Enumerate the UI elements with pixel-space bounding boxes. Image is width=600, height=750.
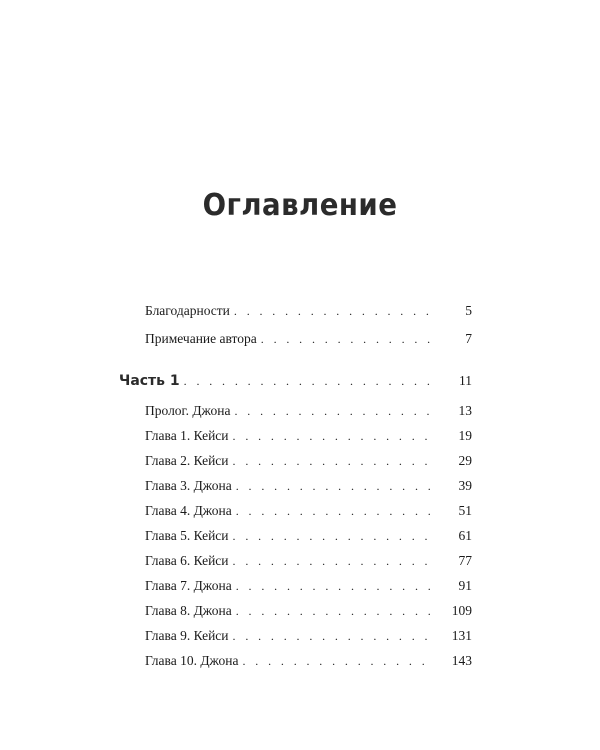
leader-dots bbox=[233, 454, 435, 469]
toc-entry-label: Глава 4. Джона bbox=[145, 503, 232, 518]
toc-entry-page: 131 bbox=[451, 628, 472, 643]
toc-entry-page: 13 bbox=[458, 403, 472, 418]
toc-entry-label: Пролог. Джона bbox=[145, 403, 231, 418]
toc-entry-chapter bbox=[145, 478, 435, 498]
toc-entry-page: 11 bbox=[459, 373, 472, 388]
toc-entry-chapter bbox=[145, 553, 435, 573]
toc-entry-page: 5 bbox=[465, 303, 472, 318]
toc-entry-chapter bbox=[145, 453, 435, 473]
toc-entry-chapter bbox=[145, 428, 435, 448]
toc-entry-page: 39 bbox=[458, 478, 472, 493]
leader-dots bbox=[233, 629, 435, 644]
toc-entry-label: Глава 5. Кейси bbox=[145, 528, 229, 543]
toc-entry-label: Глава 10. Джона bbox=[145, 653, 239, 668]
toc-entry-page: 51 bbox=[458, 503, 472, 518]
toc-entry-label: Глава 6. Кейси bbox=[145, 553, 229, 568]
leader-dots bbox=[234, 304, 435, 319]
toc-entry-chapter bbox=[145, 528, 435, 548]
part-label: Часть 1 bbox=[119, 373, 180, 389]
toc-entry-page: 19 bbox=[458, 428, 472, 443]
toc-entry-page: 61 bbox=[458, 528, 472, 543]
toc-entry-chapter bbox=[145, 653, 435, 673]
leader-dots bbox=[243, 654, 436, 669]
leader-dots bbox=[236, 504, 435, 519]
leader-dots bbox=[236, 579, 435, 594]
leader-dots bbox=[233, 554, 435, 569]
toc-entry-chapter bbox=[145, 603, 435, 623]
toc-entry-chapter bbox=[145, 403, 435, 423]
toc-entry-page: 7 bbox=[465, 331, 472, 346]
leader-dots bbox=[233, 529, 435, 544]
leader-dots bbox=[235, 404, 436, 419]
toc-entry-page: 109 bbox=[451, 603, 472, 618]
leader-dots bbox=[184, 374, 435, 389]
toc-entry-acknowledgements bbox=[145, 303, 435, 323]
toc-entry-page: 29 bbox=[458, 453, 472, 468]
toc-entry-label: Глава 3. Джона bbox=[145, 478, 232, 493]
leader-dots bbox=[261, 332, 435, 347]
toc-entry-chapter bbox=[145, 628, 435, 648]
toc-entry-chapter bbox=[145, 578, 435, 598]
toc-entry-page: 143 bbox=[451, 653, 472, 668]
toc-entry-page: 77 bbox=[458, 553, 472, 568]
leader-dots bbox=[236, 604, 435, 619]
toc-entry-label: Благодарности bbox=[145, 303, 230, 318]
leader-dots bbox=[233, 429, 435, 444]
toc-entry-label: Глава 2. Кейси bbox=[145, 453, 229, 468]
toc-entry-chapter bbox=[145, 503, 435, 523]
toc-entry-page: 91 bbox=[458, 578, 472, 593]
leader-dots bbox=[236, 479, 435, 494]
toc-entry-label: Глава 8. Джона bbox=[145, 603, 232, 618]
page-title: Оглавление bbox=[202, 188, 398, 223]
toc-entry-label: Глава 9. Кейси bbox=[145, 628, 229, 643]
toc-entry-label: Примечание автора bbox=[145, 331, 257, 346]
toc-entry-part-1 bbox=[119, 373, 435, 393]
toc-entry-label: Глава 1. Кейси bbox=[145, 428, 229, 443]
toc-entry-label: Глава 7. Джона bbox=[145, 578, 232, 593]
toc-entry-author-note bbox=[145, 331, 435, 351]
